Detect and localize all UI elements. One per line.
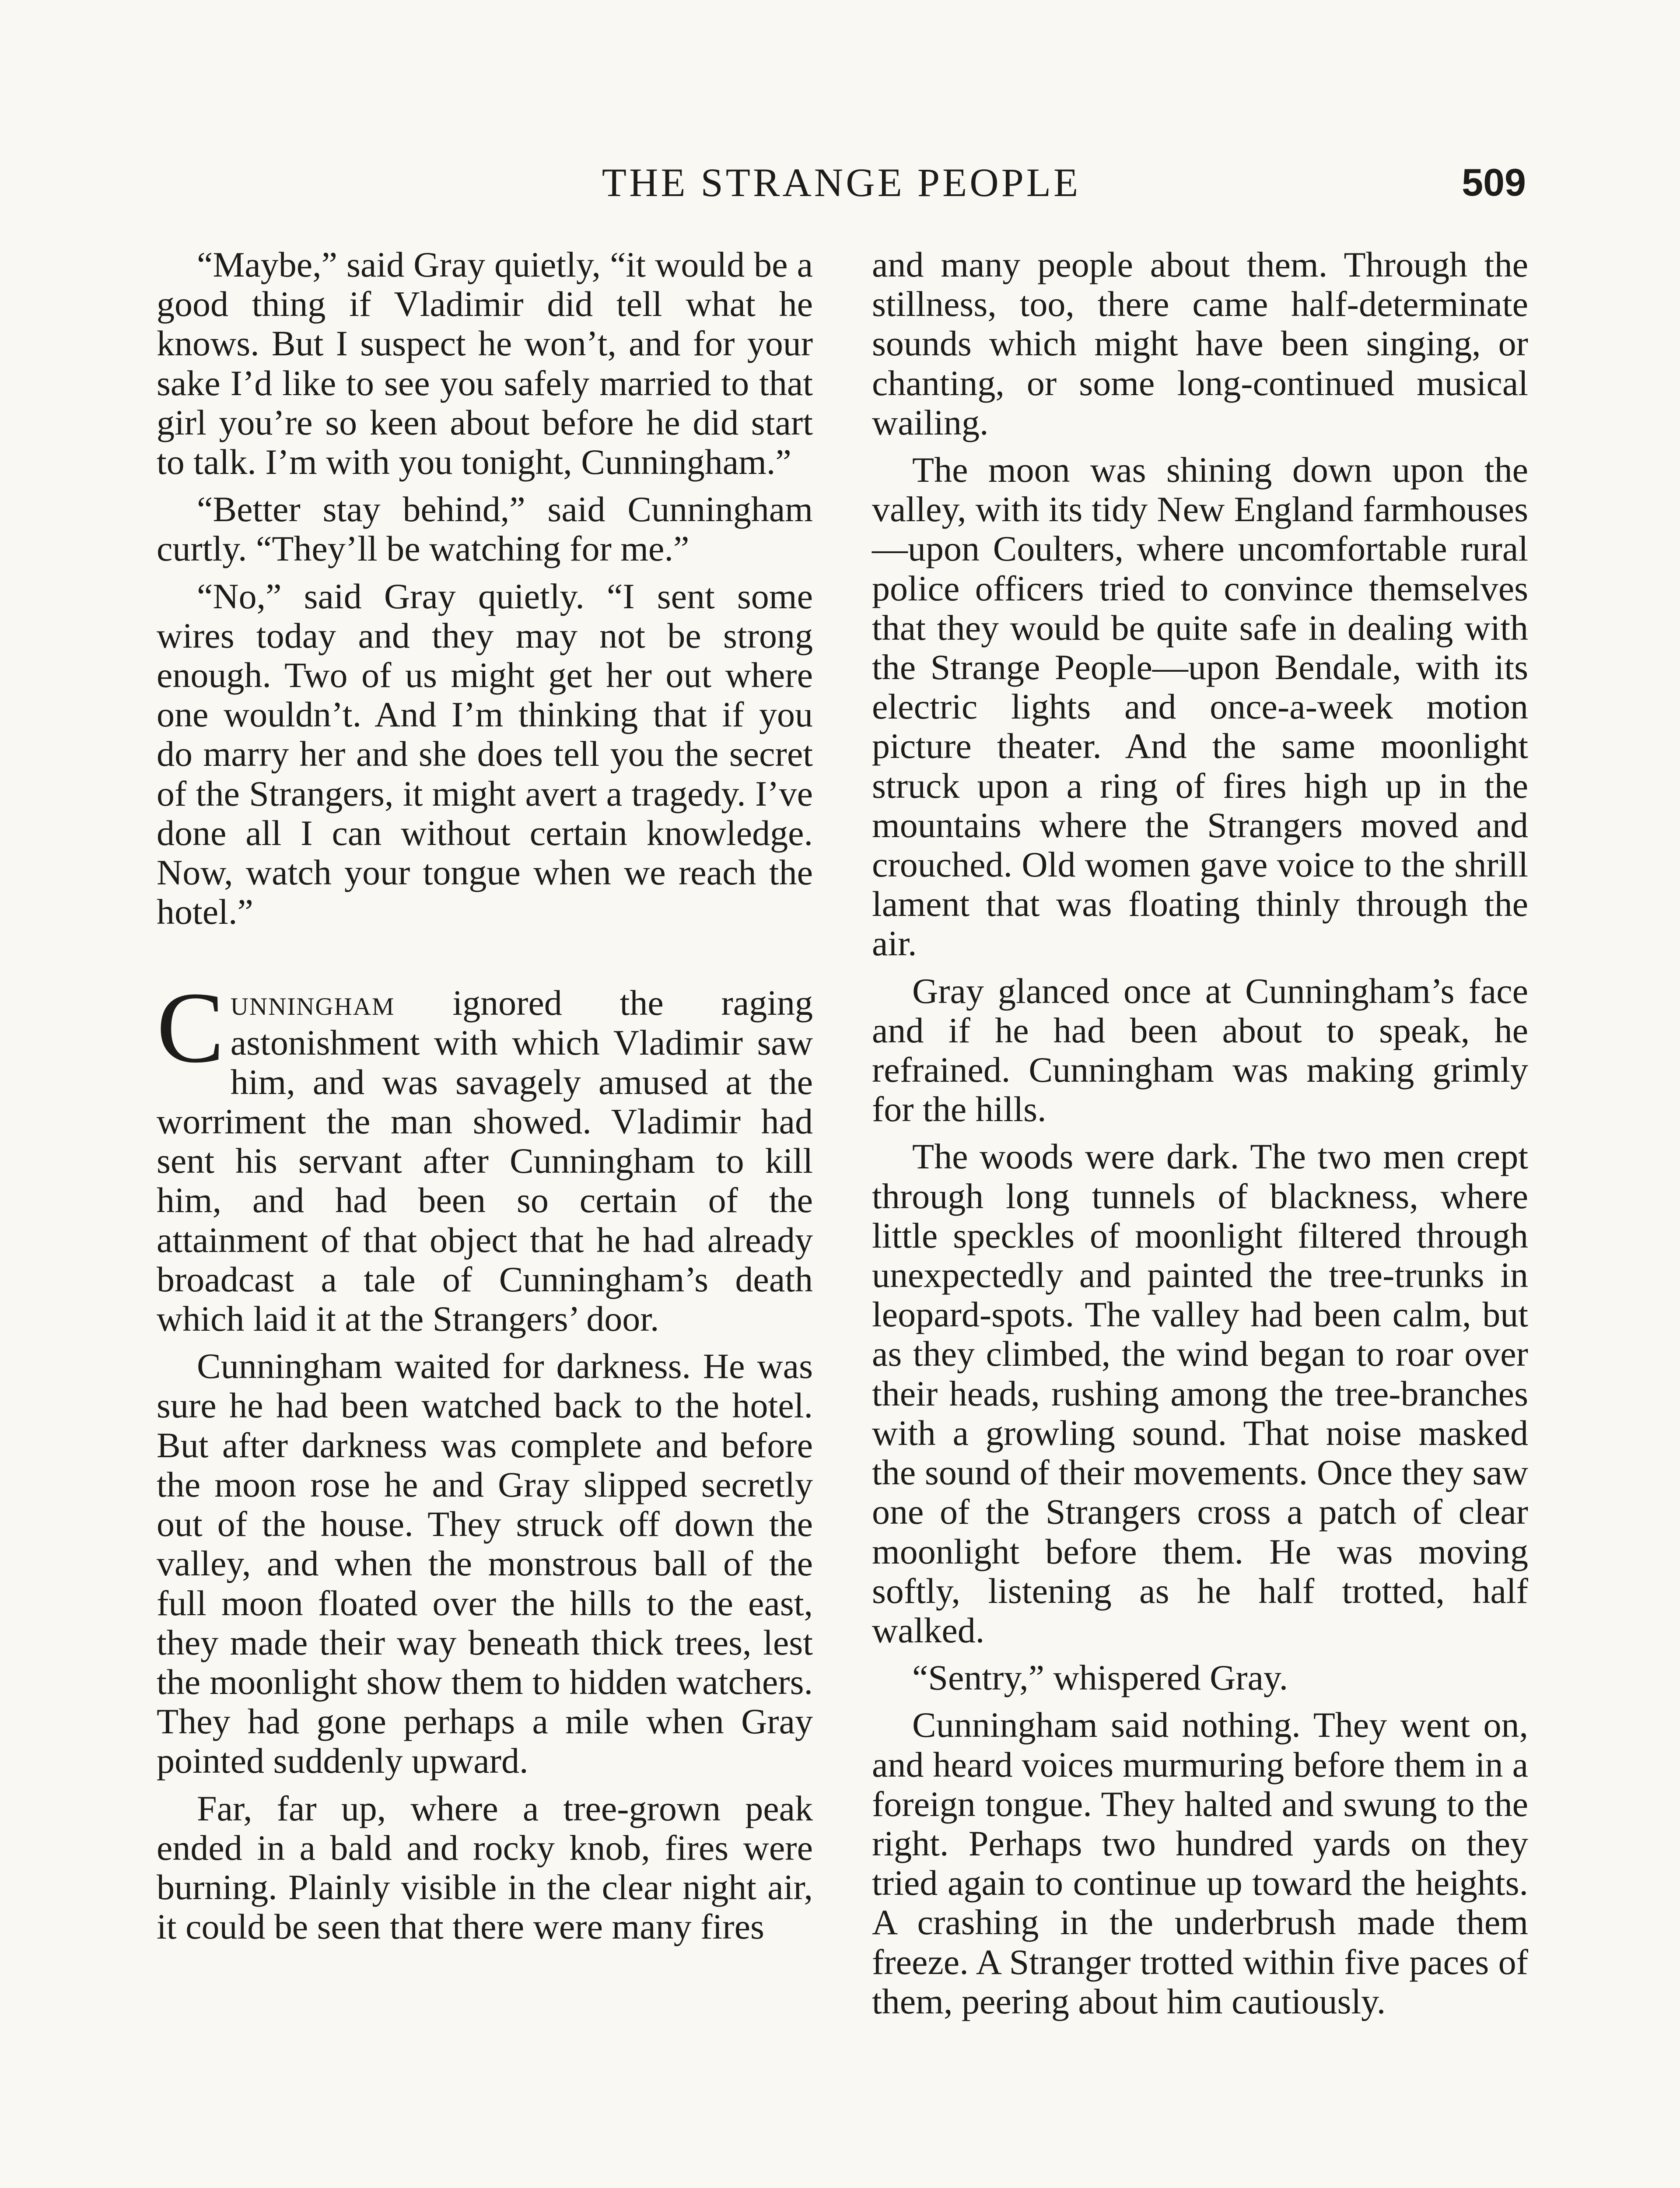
page-header: [157, 158, 1526, 207]
section-break: [157, 940, 813, 983]
paragraph: “Better stay behind,” said Cunningham curtly. “They’ll be watching for me.”: [157, 489, 813, 569]
paragraph: “Maybe,” said Gray quietly, “it would be a good thing if Vladimir did tell what he knows. But I suspect he won’t, and for your sake I’d like to see you safely married to that girl you’re so keen about before he did start to talk. I’m with you tonight, Cunningham.”: [157, 245, 813, 482]
paragraph: Cunningham said nothing. They went on, and heard voices murmuring before them in a foreign tongue. They halted and swung to the right. Perhaps two hundred yards on they tried again to continue up toward the heights. A crashing in the underbrush made them freeze. A Stranger trotted within five paces of them, peering about him cautiously.: [872, 1705, 1528, 2021]
paragraph-continued: and many people about them. Through the stillness, too, there came half-determinate sounds which might have been singing, or chanting, or some long-continued musical wailing.: [872, 245, 1528, 442]
left-column: [157, 245, 813, 1954]
drop-cap: C: [157, 971, 224, 1084]
running-title: THE STRANGE PEOPLE: [602, 160, 1081, 205]
paragraph: Far, far up, where a tree-grown peak ended in a bald and rocky knob, fires were burning. Plainly visible in the clear night air, it could be seen that there were many fires: [157, 1788, 813, 1947]
paragraph: The woods were dark. The two men crept through long tunnels of blackness, where little speckles of moonlight filtered through unexpectedly and painted the tree-trunks in leopard-spots. The valley had been calm, but as they climbed, the wind began to roar over their heads, rushing among the tree-branches with a growling sound. That noise masked the sound of their movements. Once they saw one of the Strangers cross a patch of clear moonlight before them. He was moving softly, listening as he half trotted, half walked.: [872, 1136, 1528, 1650]
paragraph: The moon was shining down upon the valley, with its tidy New England farmhouses—upon Coulters, where uncomfortable rural police officers tried to convince themselves that they would be quite safe in dealing with the Strange People—upon Bendale, with its electric lights and once-a-week motion picture theater. And the same moonlight struck upon a ring of fires high up in the mountains where the Strangers moved and crouched. Old women gave voice to the shrill lament that was floating thinly through the air.: [872, 450, 1528, 964]
paragraph: “Sentry,” whispered Gray.: [912, 1658, 1288, 1698]
paragraph: “No,” said Gray quietly. “I sent some wires today and they may not be strong enough. Two of us might get her out where one wouldn’t. And I’m thinking that if you do marry her and she does tell you the secret of the Strangers, it might avert a tragedy. I’ve done all I can without certain knowledge. Now, watch your tongue when we reach the hotel.”: [157, 576, 813, 932]
paragraph: Gray glanced once at Cunningham’s face and if he had been about to speak, he refrained. Cunningham was making grimly for the hills.: [872, 971, 1528, 1129]
small-caps-lead: unningham: [230, 983, 395, 1023]
page-number: 509: [1462, 161, 1526, 204]
right-column: [872, 245, 1528, 2029]
paragraph: Cunningham waited for darkness. He was sure he had been watched back to the hotel. But after darkness was complete and before the moon rose he and Gray slipped secretly out of the house. They struck off down the valley, and when the monstrous ball of the full moon floated over the hills to the east, they made their way beneath thick trees, lest the moonlight show them to hidden watchers. They had gone perhaps a mile when Gray pointed suddenly upward.: [157, 1346, 813, 1781]
paragraph-text: ignored the raging astonishment with which Vladimir saw him, and was savagely amused at the worriment the man showed. Vladimir had sent his servant after Cunningham to kill him, and had been so certain of the attainment of that object that he had already broadcast a tale of Cunningham’s death which laid it at the Strangers’ door.: [157, 983, 813, 1339]
drop-cap-paragraph: [157, 971, 813, 1339]
